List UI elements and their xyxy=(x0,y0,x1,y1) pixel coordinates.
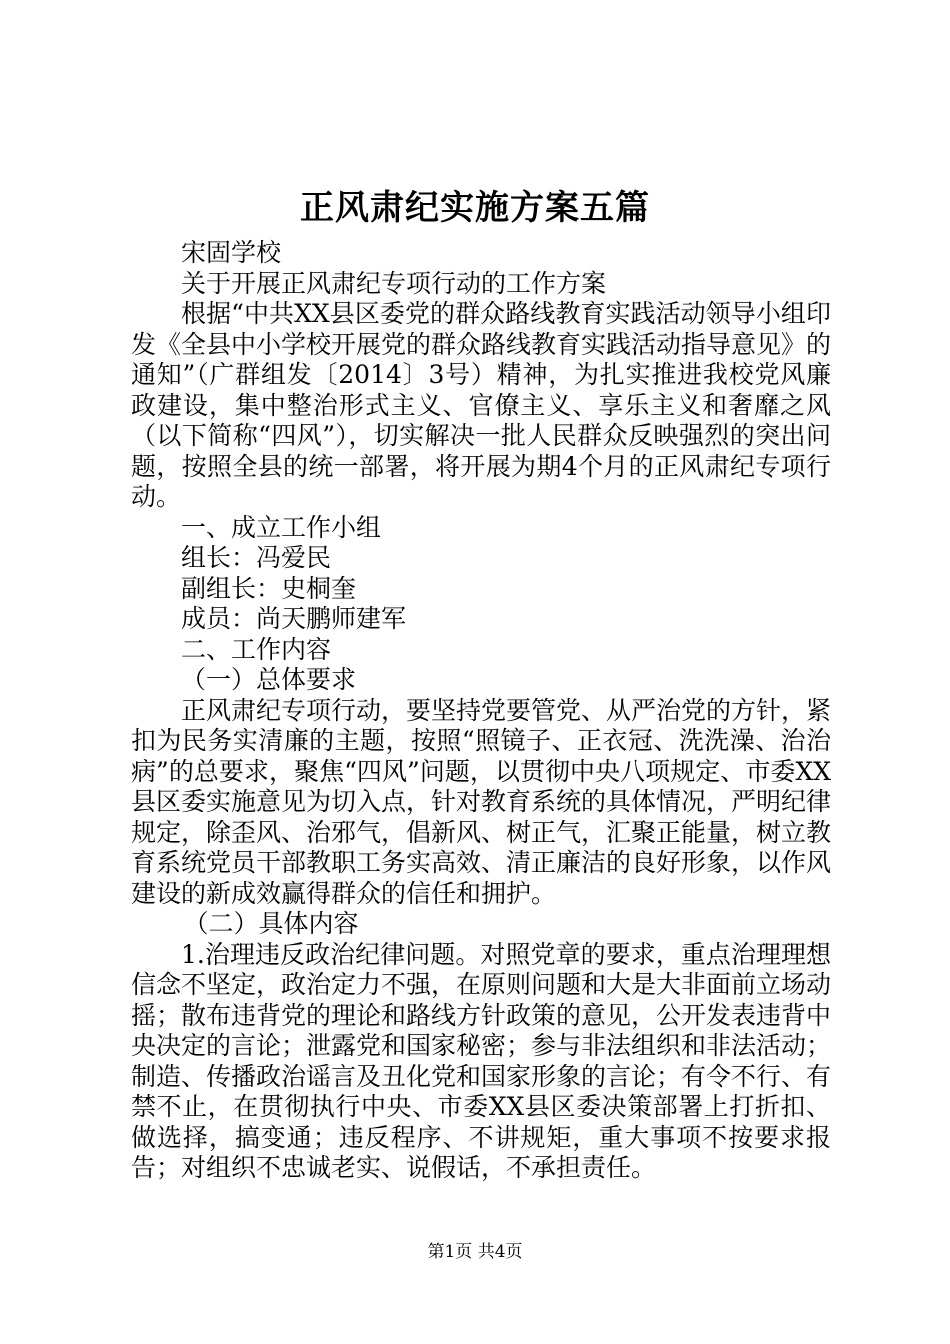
paragraph-general-requirements: 正风肃纪专项行动，要坚持党要管党、从严治党的方针，紧扣为民务实清廉的主题，按照“照镜子、正衣冠、洗洗澡、治治病”的总要求，聚焦“四风”问题，以贯彻中央八项规定、市委XX县区委实施意见为切入点，针对教育系统的具体情况，严明纪律规定，除歪风、治邪气，倡新风、树正气，汇聚正能量，树立教育系统党员干部教职工务实高效、清正廉洁的良好形象，以作风建设的新成效赢得群众的信任和拥护。 xyxy=(131,695,832,908)
document-title: 正风肃纪实施方案五篇 xyxy=(300,188,650,228)
heading-section-one: 一、成立工作小组 xyxy=(181,512,382,542)
paragraph-members: 成员：尚天鹏师建军 xyxy=(181,604,407,633)
document-body xyxy=(131,238,831,1184)
heading-specific-content: （二）具体内容 xyxy=(183,909,359,938)
paragraph-plan-title: 关于开展正风肃纪专项行动的工作方案 xyxy=(181,268,607,298)
heading-general-requirements: （一）总体要求 xyxy=(181,665,357,694)
heading-section-two: 二、工作内容 xyxy=(181,634,332,664)
paragraph-basis: 根据“中共XX县区委党的群众路线教育实践活动领导小组印发《全县中小学校开展党的群众路线教育实践活动指导意见》的通知”（广群组发〔2014〕3号）精神，为扎实推进我校党风廉政建设，集中整治形式主义、官僚主义、享乐主义和奢靡之风（以下简称“四风”），切实解决一批人民群众反映强烈的突出问题，按照全县的统一部署，将开展为期4个月的正风肃纪专项行动。 xyxy=(131,299,832,511)
page-footer: 第1页 共4页 xyxy=(427,1242,523,1262)
paragraph-group-leader: 组长：冯爱民 xyxy=(181,543,332,572)
paragraph-political-discipline: 1.治理违反政治纪律问题。对照党章的要求，重点治理理想信念不坚定，政治定力不强，在原则问题和大是大非面前立场动摇；散布违背党的理论和路线方针政策的意见，公开发表违背中央决定的言论；泄露党和国家秘密；参与非法组织和非法活动；制造、传播政治谣言及丑化党和国家形象的言论；有令不行、有禁不止，在贯彻执行中央、市委XX县区委决策部署上打折扣、做选择，搞变通；违反程序、不讲规矩，重大事项不按要求报告；对组织不忠诚老实、说假话，不承担责任。 xyxy=(131,939,832,1182)
paragraph-school-name: 宋固学校 xyxy=(181,238,282,267)
paragraph-deputy-leader: 副组长：史桐奎 xyxy=(181,573,357,603)
